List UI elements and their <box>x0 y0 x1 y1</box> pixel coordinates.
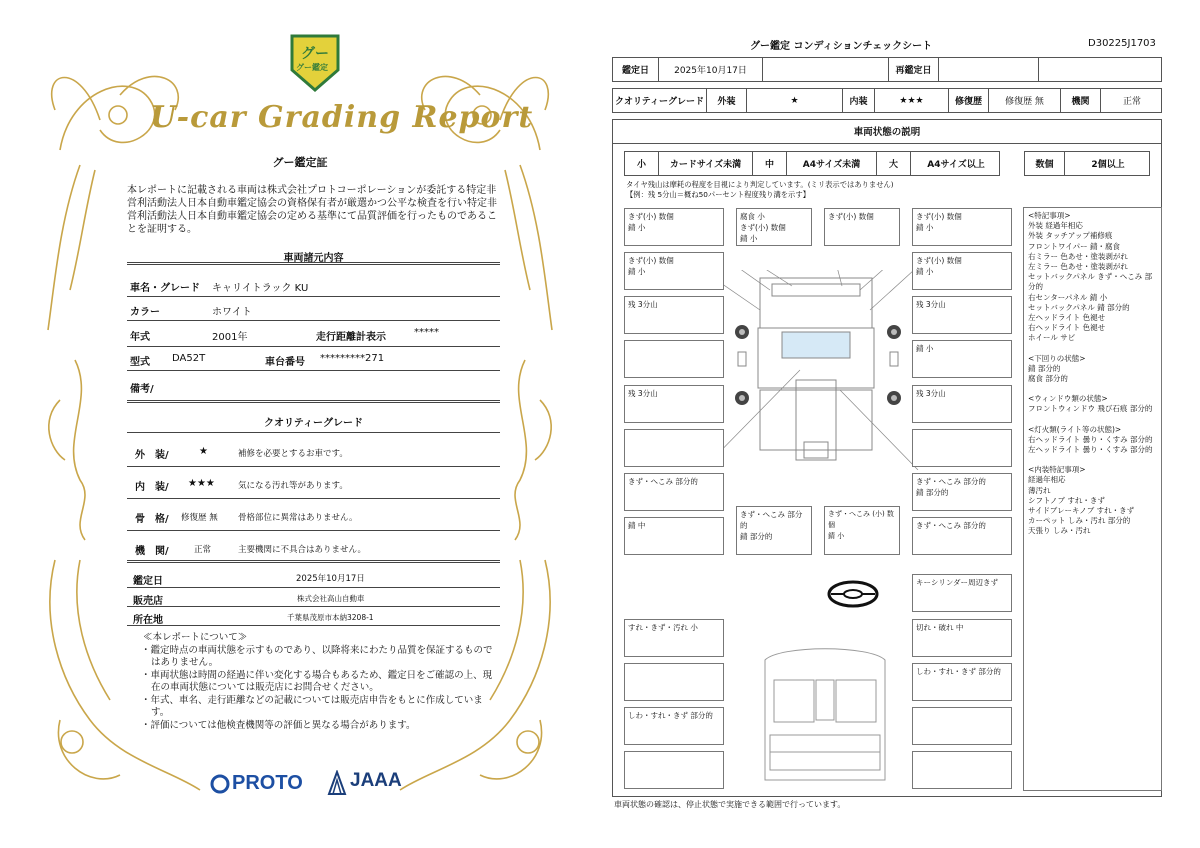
dealer-value: 株式会社高山自動車 <box>297 594 365 603</box>
note-line: フロントワイパー 錆・腐食 <box>1028 241 1121 251</box>
interior-note-box <box>912 707 1012 745</box>
chassis-value: *********271 <box>320 353 385 364</box>
exterior-note-box: きず(小) 数個 <box>824 208 900 246</box>
mileage-label: 走行距離計表示 <box>316 332 386 343</box>
exterior-note-box: きず・へこみ (小) 数個 錆 小 <box>824 506 900 555</box>
divider <box>127 530 500 531</box>
legend-mid: 中 <box>753 152 787 175</box>
color-label: カラー <box>130 307 160 318</box>
divider <box>127 296 500 297</box>
quality-title: クオリティーグレード <box>264 418 363 429</box>
divider <box>127 560 500 563</box>
note-line: 左ヘッドライト 色褪せ <box>1028 313 1106 323</box>
chassis-label: 車台番号 <box>265 357 305 368</box>
note-line: 左ミラー 色あせ・塗装剥がれ <box>1028 262 1128 272</box>
address-value: 千葉県茂原市本納3208-1 <box>287 613 374 622</box>
quality-int-grade: ★★★ <box>188 478 215 489</box>
condition-title: 車両状態の説明 <box>612 119 1162 144</box>
legend-count-desc: 2個以上 <box>1091 160 1125 170</box>
sheet-title: グー鑑定 コンディションチェックシート <box>750 41 933 52</box>
model-label: 型式 <box>130 357 150 368</box>
note-line: 外装 経過年相応 <box>1028 221 1083 231</box>
quality-ext-desc: 補修を必要とするお車です。 <box>238 449 348 459</box>
jaaa-logo: JAAA <box>350 770 402 791</box>
tire-box-rear-right: 残 3分山 <box>912 385 1012 423</box>
sheet-footer: 車両状態の確認は、停止状態で実施できる範囲で行っています。 <box>614 800 846 809</box>
interior-note-box <box>912 751 1012 789</box>
divider <box>127 498 500 499</box>
exterior-note-box: きず(小) 数個 錆 小 <box>912 252 1012 290</box>
note-line: フロントウィンドウ 飛び石痕 部分的 <box>1028 404 1153 414</box>
notes-group <box>1028 394 1157 414</box>
notes-group <box>1028 425 1157 456</box>
interior-note-box: しわ・すれ・きず 部分的 <box>912 663 1012 701</box>
note-line: 天張り しみ・汚れ <box>1028 526 1091 536</box>
report-title: U-car Grading Report <box>150 100 534 135</box>
note-line: 薄汚れ <box>1028 485 1051 495</box>
repair-label: 修復歴 <box>949 89 989 112</box>
certificate-text: 本レポートに記載される車両は株式会社プロトコーポレーションが委託する特定非営利活動法人日本自動車鑑定協会の資格保有者が厳選かつ公平な検査を行い特定非営利活動法人日本自動車鑑定協会の定める基準にて品質評価を行ったものであることを証明する。 <box>127 185 497 235</box>
interior-note-box <box>624 751 724 789</box>
key-cylinder-box: キーシリンダー周辺きず <box>912 574 1012 612</box>
legend-mid-desc: A4サイズ未満 <box>787 152 877 175</box>
note-line: セットバックパネル きず・へこみ 部分的 <box>1028 272 1153 292</box>
mileage-value: ***** <box>414 327 439 338</box>
note-line: セットバックパネル 錆 部分的 <box>1028 302 1130 312</box>
exterior-note-box: 錆 小 <box>912 340 1012 378</box>
exterior-note-box <box>624 340 724 378</box>
year-value: 2001年 <box>212 332 248 343</box>
exterior-note-box: 錆 中 <box>624 517 724 555</box>
notes-group-title: <内装特記事項> <box>1028 465 1086 475</box>
ext-label: 外装 <box>707 89 747 112</box>
exterior-note-box: きず(小) 数個 錆 小 <box>624 252 724 290</box>
quality-engine-desc: 主要機関に不具合はありません。 <box>238 545 367 555</box>
badge-label: グー鑑定 <box>296 63 328 72</box>
note-line: 右センターパネル 錆 小 <box>1028 292 1108 302</box>
note-line: 外装 タッチアップ補修痕 <box>1028 231 1113 241</box>
sheet-code: D30225J1703 <box>1088 38 1156 49</box>
model-value: DA52T <box>172 353 206 364</box>
note-item: ・評価については他検査機関等の評価と異なる場合があります。 <box>141 719 416 731</box>
divider <box>127 466 500 467</box>
divider <box>127 606 500 607</box>
divider <box>127 320 500 321</box>
interior-note-box <box>624 663 724 701</box>
divider <box>127 587 500 588</box>
jaaa-logo-icon <box>326 770 348 796</box>
divider <box>127 432 500 433</box>
car-name-value: キャリイトラック KU <box>212 283 309 294</box>
quality-frame-desc: 骨格部位に異常はありません。 <box>238 513 358 523</box>
note-line: シフトノブ すれ・きず <box>1028 495 1105 505</box>
notes-group-title: <下回りの状態> <box>1028 353 1086 363</box>
tire-example: 【例：残 5分山＝概ね50パーセント程度残り溝を示す】 <box>626 190 810 199</box>
exterior-note-box: きず・へこみ 部分的 錆 部分的 <box>912 473 1012 511</box>
note-item: ・鑑定時点の車両状態を示すものであり、以降将来にわたり品質を保証するものではありません。 <box>141 644 493 668</box>
remarks-label: 備考/ <box>130 384 154 395</box>
date-value: 2025年10月17日 <box>659 58 763 81</box>
notes-group-title: <特記事項> <box>1028 211 1071 220</box>
note-line: 錆 部分的 <box>1028 363 1061 373</box>
quality-frame-grade: 修復歴 無 <box>181 513 218 523</box>
tire-box-rear-left: 残 3分山 <box>624 385 724 423</box>
note-line: 右ヘッドライト 色褪せ <box>1028 323 1106 333</box>
truck-top-view-diagram <box>720 270 920 470</box>
exterior-note-box <box>912 429 1012 467</box>
exterior-note-box: きず・へこみ 部分的 錆 部分的 <box>736 506 812 555</box>
date-label: 鑑定日 <box>613 58 659 81</box>
exterior-note-box: 腐食 小 きず(小) 数個 錆 小 <box>736 208 812 246</box>
notes-group-title: <灯火類(ライト等の状態)> <box>1028 424 1122 434</box>
note-line: 腐食 部分的 <box>1028 374 1068 384</box>
engine-value: 正常 <box>1122 97 1141 107</box>
quality-int-label: 内 装/ <box>135 482 169 493</box>
divider <box>127 346 500 347</box>
note-line: カーペット しみ・汚れ 部分的 <box>1028 516 1131 526</box>
color-value: ホワイト <box>212 307 252 318</box>
divider <box>127 400 500 403</box>
legend-large-desc: A4サイズ以上 <box>927 160 985 170</box>
quality-grade-label: クオリティーグレード <box>613 89 707 112</box>
notes-group <box>1028 465 1157 536</box>
quality-int-desc: 気になる汚れ等があります。 <box>238 481 348 491</box>
exterior-note-box <box>624 429 724 467</box>
specs-title: 車両諸元内容 <box>283 253 344 264</box>
appraisal-date-label: 鑑定日 <box>133 576 163 587</box>
dealer-label: 販売店 <box>133 596 163 607</box>
quality-frame-label: 骨 格/ <box>135 514 169 525</box>
note-line: 右ミラー 色あせ・塗装剥がれ <box>1028 251 1128 261</box>
legend-large: 大 <box>877 152 911 175</box>
interior-note-box: すれ・きず・汚れ 小 <box>624 619 724 657</box>
appraisal-date-value: 2025年10月17日 <box>296 574 365 584</box>
quality-engine-grade: 正常 <box>194 545 212 555</box>
date-row <box>612 57 1162 82</box>
divider <box>127 370 500 371</box>
ext-value: ★ <box>747 89 843 112</box>
condition-check-sheet <box>600 0 1200 848</box>
note-line: 経過年相応 <box>1028 475 1066 485</box>
exterior-note-box: きず(小) 数個 錆 小 <box>624 208 724 246</box>
legend-count: 数個 <box>1025 152 1065 175</box>
legend-small: 小 <box>625 152 659 175</box>
year-label: 年式 <box>130 332 150 343</box>
certificate-title: グー鑑定証 <box>272 156 328 169</box>
divider <box>127 262 500 265</box>
exterior-note-box: きず(小) 数個 錆 小 <box>912 208 1012 246</box>
legend-small-desc: カードサイズ未満 <box>659 152 753 175</box>
proto-logo-icon <box>210 773 232 795</box>
interior-note-box: 切れ・破れ 中 <box>912 619 1012 657</box>
steering-wheel-icon <box>826 580 880 608</box>
divider <box>127 625 500 626</box>
notes-group <box>1028 354 1157 385</box>
tire-box-front-left: 残 3分山 <box>624 296 724 334</box>
count-legend <box>1024 151 1150 176</box>
note-item: ・年式、車名、走行距離などの記載については販売店申告をもとに作成しています。 <box>141 694 483 718</box>
note-line: 左ヘッドライト 曇り・くすみ 部分的 <box>1028 445 1153 455</box>
notes-group-title: <ウィンドウ類の状態> <box>1028 394 1108 404</box>
repair-value: 修復歴 無 <box>989 89 1061 112</box>
tire-note: タイヤ残山は摩耗の程度を目視により判定しています。(ミリ表示ではありません) <box>626 180 894 189</box>
int-label: 内装 <box>843 89 875 112</box>
exterior-note-box: きず・へこみ 部分的 <box>624 473 724 511</box>
blank-cell <box>763 58 889 81</box>
int-value: ★★★ <box>875 89 949 112</box>
note-item: ・車両状態は時間の経過に伴い変化する場合もあるため、鑑定日をご確認の上、現在の車両状態については販売店にお問合せください。 <box>141 669 493 693</box>
interior-diagram <box>750 640 900 790</box>
note-line: ホイール サビ <box>1028 333 1076 343</box>
quality-ext-label: 外 装/ <box>135 450 169 461</box>
address-label: 所在地 <box>133 615 163 626</box>
grade-row <box>612 88 1162 113</box>
car-name-label: 車名・グレード <box>130 283 200 294</box>
engine-label: 機関 <box>1061 89 1101 112</box>
report-notes <box>137 632 497 732</box>
notes-group <box>1028 211 1157 344</box>
quality-engine-label: 機 関/ <box>135 546 169 557</box>
proto-logo: PROTO <box>232 772 303 794</box>
quality-ext-grade: ★ <box>199 446 208 457</box>
exterior-note-box: きず・へこみ 部分的 <box>912 517 1012 555</box>
reappraisal-value <box>939 58 1039 81</box>
note-line: 右ヘッドライト 曇り・くすみ 部分的 <box>1028 434 1153 444</box>
interior-note-box: しわ・すれ・きず 部分的 <box>624 707 724 745</box>
notes-title: ≪本レポートについて≫ <box>143 632 248 643</box>
svg-text:グー: グー <box>301 46 329 62</box>
size-legend <box>624 151 1000 176</box>
special-notes <box>1023 207 1162 791</box>
note-line: サイドブレーキノブ すれ・きず <box>1028 506 1135 516</box>
tire-box-front-right: 残 3分山 <box>912 296 1012 334</box>
blank-cell <box>1039 58 1163 81</box>
reappraisal-label: 再鑑定日 <box>889 58 939 81</box>
